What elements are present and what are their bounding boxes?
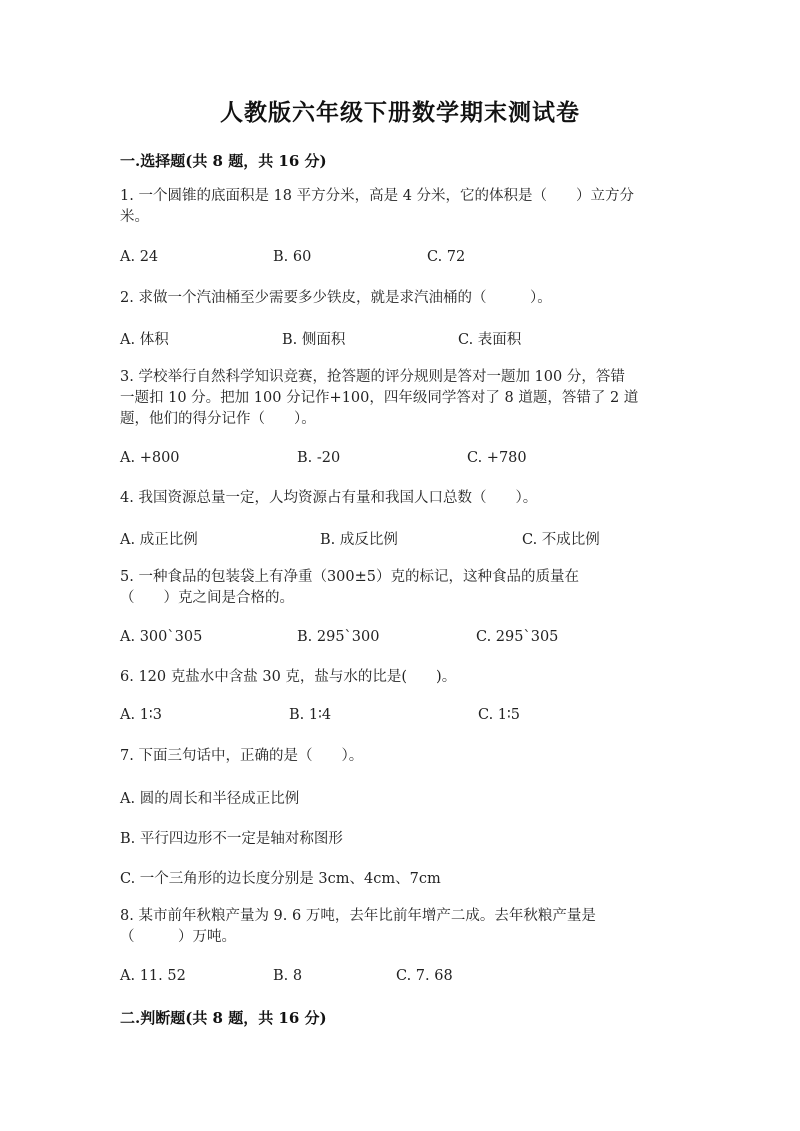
question-4: [120, 488, 537, 509]
page-title: 人教版六年级下册数学期末测试卷: [220, 99, 580, 126]
question-line: 6. 120 克盐水中含盐 30 克，盐与水的比是( )。: [120, 669, 457, 685]
option-c: C. 表面积: [458, 332, 522, 348]
section-heading-choice: 一.选择题(共 8 题，共 16 分): [120, 152, 327, 170]
option-a: A. 300`305: [120, 629, 203, 645]
option-b: B. 60: [273, 249, 312, 265]
option-c: C. 295`305: [476, 629, 559, 645]
option-c: C. 1∶5: [478, 707, 521, 723]
question-3: [120, 367, 638, 430]
option-b: B. 侧面积: [282, 332, 346, 348]
question-line: 5. 一种食品的包装袋上有净重（300±5）克的标记，这种食品的质量在: [120, 569, 579, 585]
option-c: C. 7. 68: [396, 968, 453, 984]
question-line: 题，他们的得分记作（ ）。: [120, 411, 316, 427]
option-b: B. 平行四边形不一定是轴对称图形: [120, 831, 343, 847]
option-a: A. 1∶3: [120, 707, 162, 723]
option-a: A. +800: [120, 450, 180, 466]
option-b: B. 295`300: [297, 629, 380, 645]
question-6: [120, 667, 456, 688]
question-7: [120, 746, 363, 767]
question-line: 8. 某市前年秋粮产量为 9. 6 万吨，去年比前年增产二成。去年秋粮产量是: [120, 908, 596, 924]
question-2: [120, 288, 552, 309]
option-c: C. 72: [427, 249, 466, 265]
question-line: 一题扣 10 分。把加 100 分记作+100，四年级同学答对了 8 道题，答错了 2 道: [120, 390, 639, 406]
question-line: 2. 求做一个汽油桶至少需要多少铁皮，就是求汽油桶的（ ）。: [120, 290, 552, 306]
option-c: C. 一个三角形的边长度分别是 3cm、4cm、7cm: [120, 871, 441, 887]
question-line: （ ）万吨。: [120, 929, 236, 945]
question-line: 4. 我国资源总量一定，人均资源占有量和我国人口总数（ ）。: [120, 490, 538, 506]
option-b: B. 成反比例: [320, 532, 398, 548]
option-c: C. +780: [467, 450, 527, 466]
option-a: A. 圆的周长和半径成正比例: [120, 791, 300, 807]
option-a: A. 24: [120, 249, 159, 265]
question-1: [120, 186, 634, 228]
option-b: B. 1∶4: [289, 707, 332, 723]
option-b: B. 8: [273, 968, 303, 984]
section-heading-judgement: 二.判断题(共 8 题，共 16 分): [120, 1009, 327, 1027]
question-line: （ ）克之间是合格的。: [120, 590, 294, 606]
option-c: C. 不成比例: [522, 532, 600, 548]
question-line: 1. 一个圆锥的底面积是 18 平方分米，高是 4 分米，它的体积是（ ）立方分: [120, 188, 635, 204]
option-a: A. 体积: [120, 332, 169, 348]
question-line: 米。: [120, 209, 149, 225]
option-b: B. -20: [297, 450, 341, 466]
option-a: A. 11. 52: [120, 968, 186, 984]
question-8: [120, 906, 596, 948]
question-line: 3. 学校举行自然科学知识竞赛，抢答题的评分规则是答对一题加 100 分，答错: [120, 369, 625, 385]
question-5: [120, 567, 579, 609]
option-a: A. 成正比例: [120, 532, 198, 548]
question-line: 7. 下面三句话中，正确的是（ ）。: [120, 748, 364, 764]
